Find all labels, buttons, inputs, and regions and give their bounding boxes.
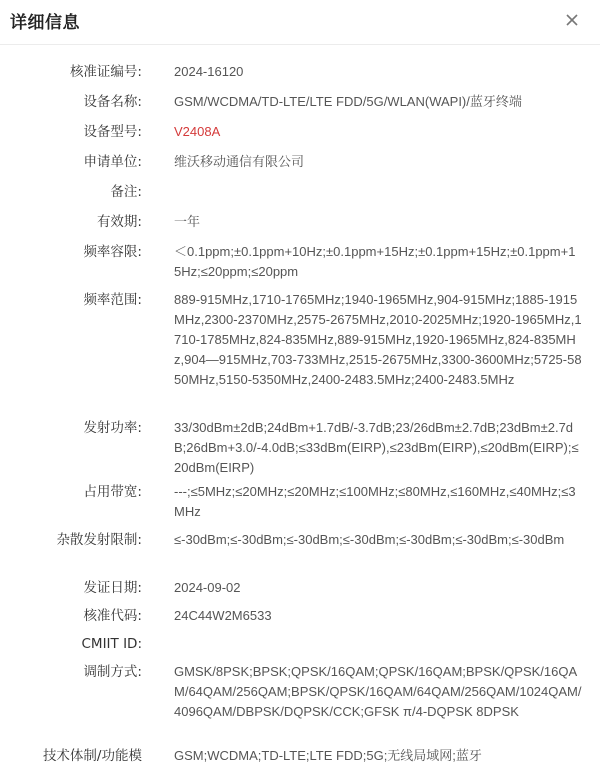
field-label: CMIIT ID: xyxy=(81,636,142,652)
field-label: 技术体制/功能模 xyxy=(42,748,142,764)
field-value: 33/30dBm±2dB;24dBm+1.7dB/-3.7dB;23/26dBm±2.7dB;23dBm±2.7dB;26dBm+3.0/-4.0dB;≤33dBm(EIRP),≤23dBm(EIRP),≤20dBm(EIRP);≤20dBm(EIRP) xyxy=(174,420,579,475)
detail-list xyxy=(0,62,600,770)
field-label: 调制方式: xyxy=(83,664,142,680)
field-label: 核准证编号: xyxy=(69,64,142,80)
row-cmiit-id xyxy=(0,634,600,662)
field-value: 维沃移动通信有限公司 xyxy=(174,154,305,169)
row-validity xyxy=(0,212,600,242)
field-value: GSM/WCDMA/TD-LTE/LTE FDD/5G/WLAN(WAPI)/蓝牙终端 xyxy=(174,94,522,109)
dialog-title: 详细信息 xyxy=(10,13,80,33)
field-label: 占用带宽: xyxy=(83,484,142,500)
field-label: 发证日期: xyxy=(83,580,142,596)
close-icon xyxy=(562,10,582,30)
row-approval-code xyxy=(0,606,600,634)
field-value: ---;≤5MHz;≤20MHz;≤20MHz;≤100MHz;≤80MHz,≤160MHz,≤40MHz;≤3MHz xyxy=(174,484,576,519)
field-label: 备注: xyxy=(110,184,142,200)
row-approval-number xyxy=(0,62,600,92)
field-value: 2024-09-02 xyxy=(174,580,241,595)
close-button[interactable] xyxy=(562,10,582,30)
field-label: 设备名称: xyxy=(83,94,142,110)
field-value: GMSK/8PSK;BPSK;QPSK/16QAM;QPSK/16QAM;BPSK/QPSK/16QAM/64QAM/256QAM;BPSK/QPSK/16QAM/64QAM/256QAM/1024QAM/4096QAM/DBPSK/DQPSK/CCK;GFSK π/4-DQPSK 8DPSK xyxy=(174,664,582,719)
field-label: 发射功率: xyxy=(83,420,142,436)
field-label: 有效期: xyxy=(96,214,142,230)
row-device-name xyxy=(0,92,600,122)
field-value: 2024-16120 xyxy=(174,64,244,79)
field-label: 频率容限: xyxy=(83,244,142,260)
field-label: 核准代码: xyxy=(83,608,142,624)
row-frequency-tolerance xyxy=(0,242,600,290)
field-label: 申请单位: xyxy=(83,154,142,170)
field-label: 设备型号: xyxy=(83,124,142,140)
row-modulation xyxy=(0,662,600,746)
field-label: 频率范围: xyxy=(83,292,142,308)
field-value: 24C44W2M6533 xyxy=(174,608,272,623)
row-issue-date xyxy=(0,578,600,606)
field-value: 一年 xyxy=(174,214,201,229)
row-occupied-bandwidth xyxy=(0,482,600,530)
field-value: ＜0.1ppm;±0.1ppm+10Hz;±0.1ppm+15Hz;±0.1ppm+15Hz;±0.1ppm+15Hz;≤20ppm;≤20ppm xyxy=(174,244,576,279)
field-value: GSM;WCDMA;TD-LTE;LTE FDD;5G;无线局域网;蓝牙 xyxy=(174,748,482,763)
row-remarks xyxy=(0,182,600,212)
row-spurious-emission xyxy=(0,530,600,578)
row-transmit-power xyxy=(0,418,600,482)
field-value: ≤-30dBm;≤-30dBm;≤-30dBm;≤-30dBm;≤-30dBm;≤-30dBm;≤-30dBm xyxy=(174,532,565,547)
field-value: 889-915MHz,1710-1765MHz;1940-1965MHz,904-915MHz;1885-1915MHz,2300-2370MHz,2575-2675MHz,2010-2025MHz;1920-1965MHz,1710-1785MHz,824-835MHz,889-915MHz,1920-1965MHz,824-835MHz,904—915MHz,703-733MHz,2515-2675MHz,3300-3600MHz;5725-5850MHz,5150-5350MHz,2400-2483.5MHz;2400-2483.5MHz xyxy=(174,292,582,387)
row-applicant xyxy=(0,152,600,182)
dialog-header xyxy=(0,0,600,45)
row-device-model xyxy=(0,122,600,152)
row-frequency-range xyxy=(0,290,600,418)
field-label: 杂散发射限制: xyxy=(56,532,142,548)
row-technology xyxy=(0,746,600,770)
field-value: V2408A xyxy=(174,124,221,139)
